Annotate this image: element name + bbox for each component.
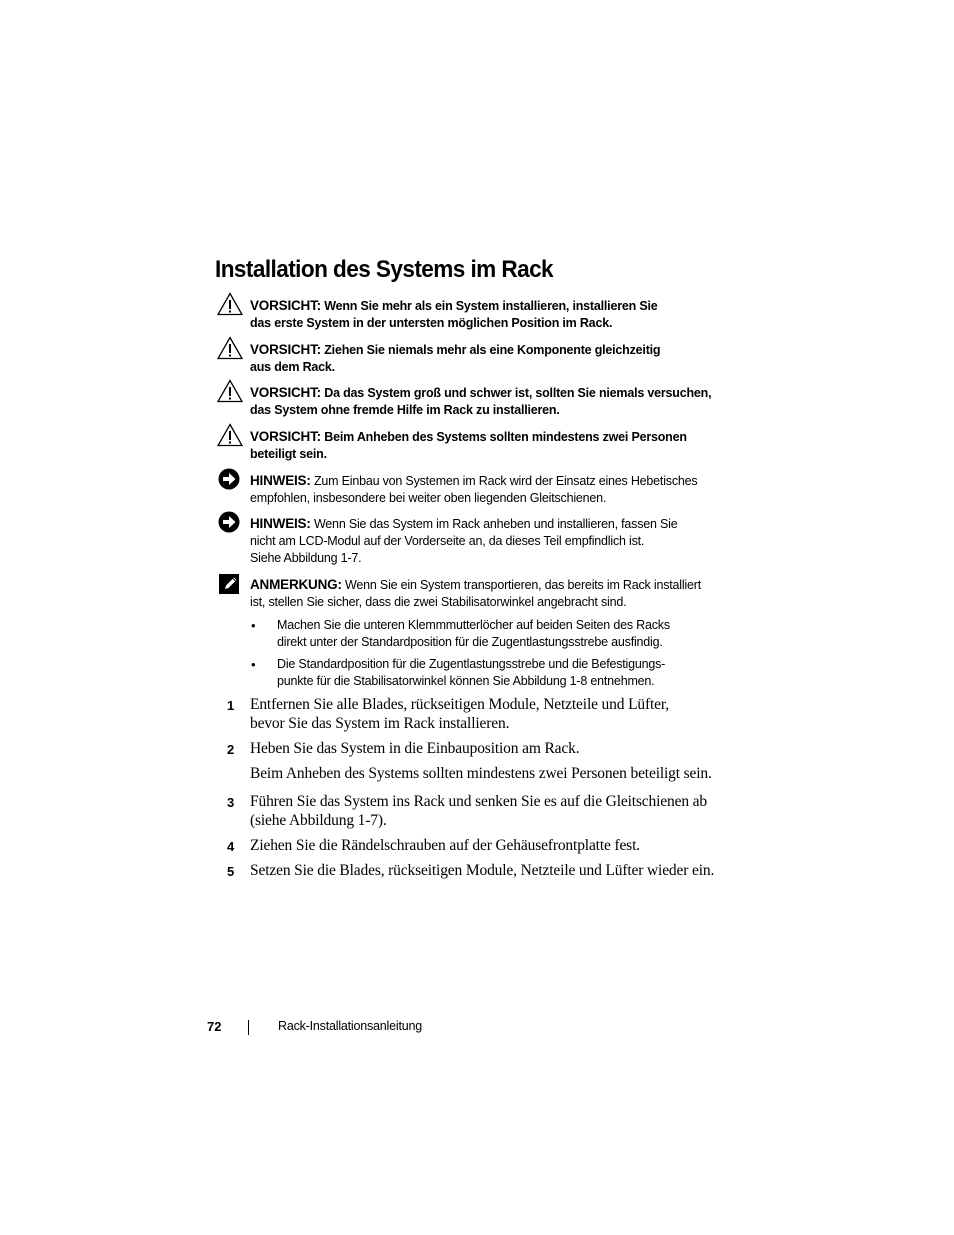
note-label: VORSICHT: (250, 342, 321, 357)
note-text: Wenn Sie ein System transportieren, das bereits im Rack installiert (345, 578, 701, 592)
note-text: ist, stellen Sie sicher, dass die zwei Stabilisatorwinkel angebracht sind. (250, 595, 627, 609)
caution-note-4 (250, 428, 720, 463)
note-text: das System ohne fremde Hilfe im Rack zu installieren. (250, 403, 560, 417)
caution-icon (217, 379, 243, 403)
page-title: Installation des Systems im Rack (215, 256, 554, 283)
notice-icon (217, 467, 243, 491)
note-label: HINWEIS: (250, 516, 311, 531)
note-text: Siehe Abbildung 1-7. (250, 551, 362, 565)
note-text: Wenn Sie das System im Rack anheben und installieren, fassen Sie (313, 517, 678, 531)
bullet-marker: • (251, 618, 256, 633)
step-number: 2 (227, 742, 235, 757)
page-number: 72 (207, 1019, 222, 1034)
notice-note-1 (250, 472, 720, 507)
step-line: Heben Sie das System in die Einbauposition am Rack. (250, 740, 580, 757)
step-number: 5 (227, 864, 235, 879)
step-text (250, 792, 725, 830)
step-text (250, 836, 725, 855)
caution-icon (217, 423, 243, 447)
step-continuation-text (250, 764, 725, 783)
step-number: 1 (227, 698, 235, 713)
bullet-text: Machen Sie die unteren Klemmmutterlöcher auf beiden Seiten des Racks (277, 618, 670, 632)
note-text: Da das System groß und schwer ist, sollten Sie niemals versuchen, (324, 386, 712, 400)
notice-note-2 (250, 515, 720, 567)
note-text: beteiligt sein. (250, 447, 327, 461)
caution-note-3 (250, 384, 720, 419)
caution-note-2 (250, 341, 720, 376)
note-anmerkung (250, 576, 720, 611)
caution-note-1 (250, 297, 720, 332)
note-label: VORSICHT: (250, 429, 321, 444)
note-text: Beim Anheben des Systems sollten mindestens zwei Personen (324, 430, 687, 444)
step-line: Ziehen Sie die Rändelschrauben auf der Gehäusefrontplatte fest. (250, 837, 640, 854)
step-text (250, 861, 725, 880)
note-text: empfohlen, insbesondere bei weiter oben liegenden Gleitschienen. (250, 491, 607, 505)
list-item (277, 617, 717, 651)
step-line: (siehe Abbildung 1-7). (250, 812, 387, 829)
footer-section-title: Rack-Installationsanleitung (278, 1019, 422, 1033)
notice-icon (217, 510, 243, 534)
note-label: VORSICHT: (250, 298, 321, 313)
note-text: das erste System in der untersten möglichen Position im Rack. (250, 316, 613, 330)
step-line: bevor Sie das System im Rack installieren. (250, 715, 510, 732)
step-line: Setzen Sie die Blades, rückseitigen Module, Netzteile und Lüfter wieder ein. (250, 862, 715, 879)
step-number: 3 (227, 795, 235, 810)
bullet-text: Die Standardposition für die Zugentlastungsstrebe und die Befestigungs- (277, 657, 666, 671)
bullet-marker: • (251, 657, 256, 672)
step-line: Führen Sie das System ins Rack und senken Sie es auf die Gleitschienen ab (250, 793, 707, 810)
note-text: aus dem Rack. (250, 360, 335, 374)
note-text: Wenn Sie mehr als ein System installieren, installieren Sie (324, 299, 658, 313)
caution-icon (217, 336, 243, 360)
list-item (277, 656, 717, 690)
note-pencil-icon (217, 572, 243, 596)
note-label: VORSICHT: (250, 385, 321, 400)
note-label: ANMERKUNG: (250, 577, 342, 592)
step-line: Entfernen Sie alle Blades, rückseitigen Module, Netzteile und Lüfter, (250, 696, 670, 713)
note-text: Ziehen Sie niemals mehr als eine Komponente gleichzeitig (324, 343, 661, 357)
step-number: 4 (227, 839, 235, 854)
step-text (250, 695, 725, 733)
note-label: HINWEIS: (250, 473, 311, 488)
footer-divider (248, 1020, 249, 1035)
step-text (250, 739, 725, 758)
caution-icon (217, 292, 243, 316)
bullet-text: punkte für die Stabilisatorwinkel können Sie Abbildung 1-8 entnehmen. (277, 674, 655, 688)
bullet-text: direkt unter der Standardposition für die Zugentlastungsstrebe ausfindig. (277, 635, 663, 649)
note-text: nicht am LCD-Modul auf der Vorderseite an, da dieses Teil empfindlich ist. (250, 534, 645, 548)
step-line: Beim Anheben des Systems sollten mindestens zwei Personen beteiligt sein. (250, 765, 712, 782)
note-text: Zum Einbau von Systemen im Rack wird der Einsatz eines Hebetisches (313, 474, 698, 488)
